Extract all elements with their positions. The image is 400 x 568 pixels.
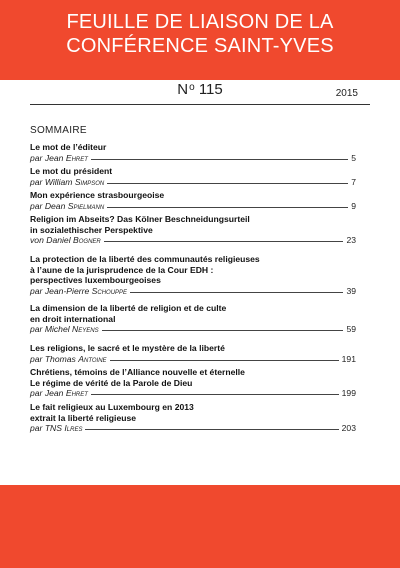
toc-entry-page: 191: [341, 353, 356, 364]
toc-entry-title: en droit international: [30, 313, 116, 324]
toc-entry-title: La protection de la liberté des communautés religieuses: [30, 254, 260, 264]
leader-line: [91, 159, 348, 160]
author-last-name: Antoine: [78, 353, 107, 364]
toc-entry-title: Chrétiens, témoins de l’Alliance nouvelle et éternelle: [30, 367, 245, 377]
author-first-name: Jean-Pierre: [44, 285, 90, 296]
toc-entry-title: Le mot du président: [30, 166, 113, 176]
toc-entry-page: 199: [341, 388, 356, 398]
toc-entry-title: extrait la liberté religieuse: [30, 412, 137, 423]
author-prefix: von: [30, 235, 44, 245]
author-last-name: Bogner: [73, 235, 101, 245]
toc-entry-title: perspectives luxembourgeoises: [30, 275, 161, 285]
leader-line: [107, 207, 348, 208]
toc-entry-page: 7: [351, 176, 356, 187]
leader-line: [104, 241, 344, 242]
author-prefix: par: [30, 324, 43, 334]
author-first-name: Michel: [44, 324, 70, 334]
author-first-name: TNS: [44, 423, 62, 433]
issue-number-suffix: o: [189, 82, 195, 93]
issue-number: [30, 81, 370, 98]
toc-entry-page: 23: [346, 235, 356, 245]
toc-entry-page: 9: [351, 200, 356, 211]
author-last-name: Ilres: [64, 423, 83, 433]
toc-entry-author: [30, 177, 104, 188]
author-last-name: Spielmann: [67, 200, 105, 211]
author-last-name: Ehret: [65, 152, 88, 163]
toc-entry-page: 39: [346, 285, 356, 296]
toc-entry: [30, 254, 356, 297]
toc-entry-author: [30, 324, 99, 335]
toc-entry-author-line: [30, 235, 356, 246]
toc-entry: [30, 142, 356, 164]
title-line-2: CONFÉRENCE SAINT-YVES: [66, 35, 334, 57]
author-prefix: par: [30, 152, 43, 163]
toc-entry-author-line: [30, 423, 356, 434]
toc-entry-title: à l’aune de la jurisprudence de la Cour EDH :: [30, 264, 214, 275]
toc-entry: [30, 166, 356, 188]
toc-entry-title: Le fait religieux au Luxembourg en 2013: [30, 402, 194, 412]
toc-entry-title: Religion im Abseits? Das Kölner Beschneidungsurteil: [30, 214, 250, 224]
toc-entry: [30, 402, 356, 434]
author-last-name: Ehret: [65, 388, 88, 398]
toc-entry: [30, 343, 356, 365]
toc-entry-title: in sozialethischer Perspektive: [30, 224, 153, 235]
issue-number-prefix: N: [177, 81, 189, 98]
toc-entry-author: [30, 286, 127, 297]
toc-entry-author-line: [30, 354, 356, 365]
toc-entry-author-line: [30, 177, 356, 188]
toc-entry-author: [30, 153, 88, 164]
author-prefix: par: [30, 353, 43, 364]
leader-line: [130, 292, 343, 293]
author-last-name: Neyens: [72, 324, 99, 334]
toc-entry-page: 203: [341, 423, 356, 433]
author-first-name: William: [44, 176, 73, 187]
toc-entry: [30, 367, 356, 399]
divider: [30, 104, 370, 105]
toc-entry-author: [30, 354, 107, 365]
author-last-name: Simpson: [74, 176, 105, 187]
cover-footer: [0, 485, 400, 568]
author-first-name: Jean: [44, 152, 64, 163]
toc-entry-title: La dimension de la liberté de religion et de culte: [30, 303, 227, 313]
journal-title: [0, 10, 400, 58]
issue-number-value: 115: [198, 81, 223, 98]
title-line-1: FEUILLE DE LIAISON DE LA: [66, 11, 334, 33]
leader-line: [110, 360, 339, 361]
toc-entry: [30, 190, 356, 212]
author-first-name: Thomas: [44, 353, 76, 364]
leader-line: [91, 394, 339, 395]
toc-entry-author-line: [30, 201, 356, 212]
toc-entry-page: 59: [346, 324, 356, 334]
toc-entry-author: [30, 423, 82, 434]
author-prefix: par: [30, 285, 43, 296]
author-prefix: par: [30, 423, 43, 433]
leader-line: [107, 183, 348, 184]
leader-line: [85, 429, 338, 430]
cover-header: [0, 0, 400, 80]
toc-entry-title: Le régime de vérité de la Parole de Dieu: [30, 377, 193, 388]
author-first-name: Dean: [44, 200, 66, 211]
toc-entry-author-line: [30, 153, 356, 164]
author-prefix: par: [30, 388, 43, 398]
toc-entry: [30, 303, 356, 335]
author-first-name: Jean: [44, 388, 64, 398]
toc-entry-title: Les religions, le sacré et le mystère de la liberté: [30, 343, 225, 353]
author-prefix: par: [30, 200, 43, 211]
issue-row: [30, 80, 370, 106]
toc-entry-author: [30, 201, 104, 212]
toc-entry-title: Mon expérience strasbourgeoise: [30, 190, 165, 200]
toc-entry-title: Le mot de l’éditeur: [30, 142, 107, 152]
toc-entry-page: 5: [351, 152, 356, 163]
toc-entry-author: [30, 235, 101, 246]
author-prefix: par: [30, 176, 43, 187]
leader-line: [102, 330, 344, 331]
summary-heading: SOMMAIRE: [30, 125, 87, 136]
toc-entry-author-line: [30, 286, 356, 297]
toc-entry-author-line: [30, 388, 356, 399]
toc-entry: [30, 214, 356, 246]
author-first-name: Daniel: [46, 235, 71, 245]
issue-year: 2015: [335, 88, 358, 99]
toc-entry-author-line: [30, 324, 356, 335]
toc-entry-author: [30, 388, 88, 399]
contents-panel: [0, 80, 400, 485]
author-last-name: Schouppe: [91, 285, 128, 296]
